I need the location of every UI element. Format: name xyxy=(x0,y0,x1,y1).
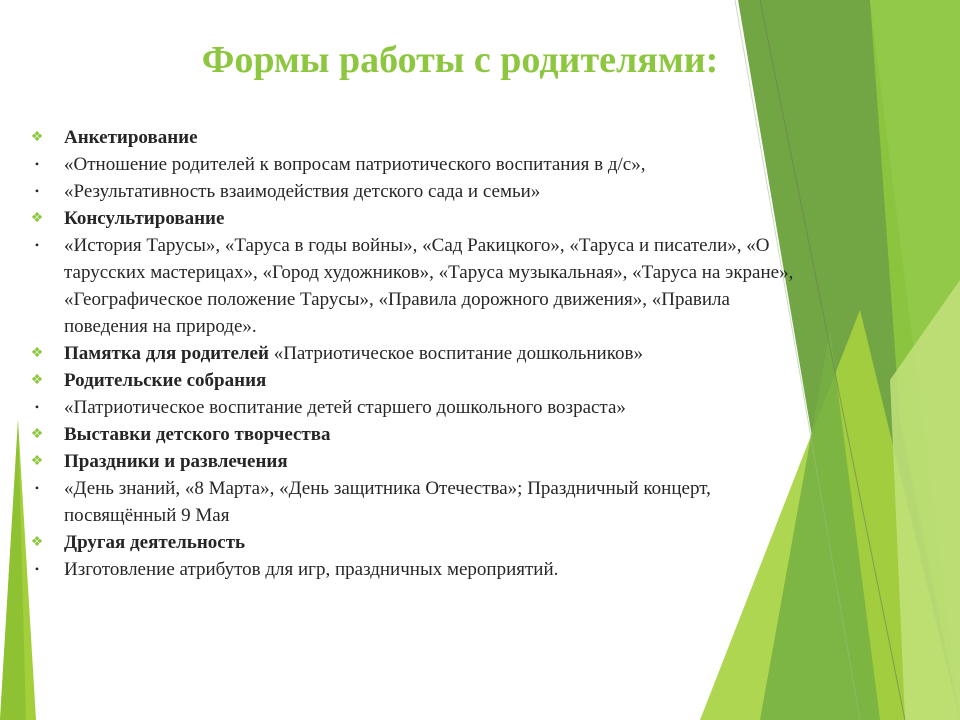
dot-bullet-icon: • xyxy=(34,157,40,171)
dot-bullet-icon: • xyxy=(34,400,40,414)
dot-bullet-icon: • xyxy=(34,184,40,198)
list-item xyxy=(28,232,818,340)
item-text: «Отношение родителей к вопросам патриотического воспитания в д/с», xyxy=(64,154,646,175)
work-forms-list xyxy=(28,124,818,583)
item-heading: Консультирование xyxy=(64,208,225,229)
item-text: «История Тарусы», «Таруса в годы войны», «Сад Ракицкого», «Таруса и писатели», «О тарусских мастерицах», «Город художников», «Таруса музыкальная», «Таруса на экране», «Географическое положение Тарусы», «Правила дорожного движения», «Правила поведения на природе». xyxy=(64,235,794,337)
item-heading: Анкетирование xyxy=(64,127,198,148)
list-item xyxy=(28,556,818,583)
list-item xyxy=(28,394,818,421)
dot-bullet-icon: • xyxy=(34,238,40,252)
item-heading: Памятка для родителей xyxy=(64,343,269,364)
section-heading-item xyxy=(28,421,818,448)
section-heading-item xyxy=(28,205,818,232)
list-item xyxy=(28,475,818,529)
item-heading: Выставки детского творчества xyxy=(64,424,331,445)
slide-title: Формы работы с родителями: xyxy=(201,39,719,81)
diamond-bullet-icon: ❖ xyxy=(30,346,44,361)
diamond-bullet-icon: ❖ xyxy=(30,130,44,145)
diamond-bullet-icon: ❖ xyxy=(30,373,44,388)
item-heading: Праздники и развлечения xyxy=(64,451,288,472)
item-text: Изготовление атрибутов для игр, праздничных мероприятий. xyxy=(64,559,559,580)
item-heading: Другая деятельность xyxy=(64,532,246,553)
item-text: «Патриотическое воспитание детей старшего дошкольного возраста» xyxy=(64,397,626,418)
dot-bullet-icon: • xyxy=(34,562,40,576)
section-heading-item xyxy=(28,367,818,394)
section-heading-item xyxy=(28,124,818,151)
diamond-bullet-icon: ❖ xyxy=(30,535,44,550)
dot-bullet-icon: • xyxy=(34,481,40,495)
section-heading-item xyxy=(28,448,818,475)
list-item xyxy=(28,178,818,205)
item-text: «Результативность взаимодействия детского сада и семьи» xyxy=(64,181,541,202)
diamond-bullet-icon: ❖ xyxy=(30,211,44,226)
item-heading: Родительские собрания xyxy=(64,370,267,391)
section-heading-item xyxy=(28,340,818,367)
section-heading-item xyxy=(28,529,818,556)
diamond-bullet-icon: ❖ xyxy=(30,427,44,442)
item-text: «День знаний, «8 Марта», «День защитника Отечества»; Праздничный концерт, посвящённый 9 Мая xyxy=(64,478,711,526)
list-item xyxy=(28,151,818,178)
diamond-bullet-icon: ❖ xyxy=(30,454,44,469)
item-text: «Патриотическое воспитание дошкольников» xyxy=(268,343,643,364)
